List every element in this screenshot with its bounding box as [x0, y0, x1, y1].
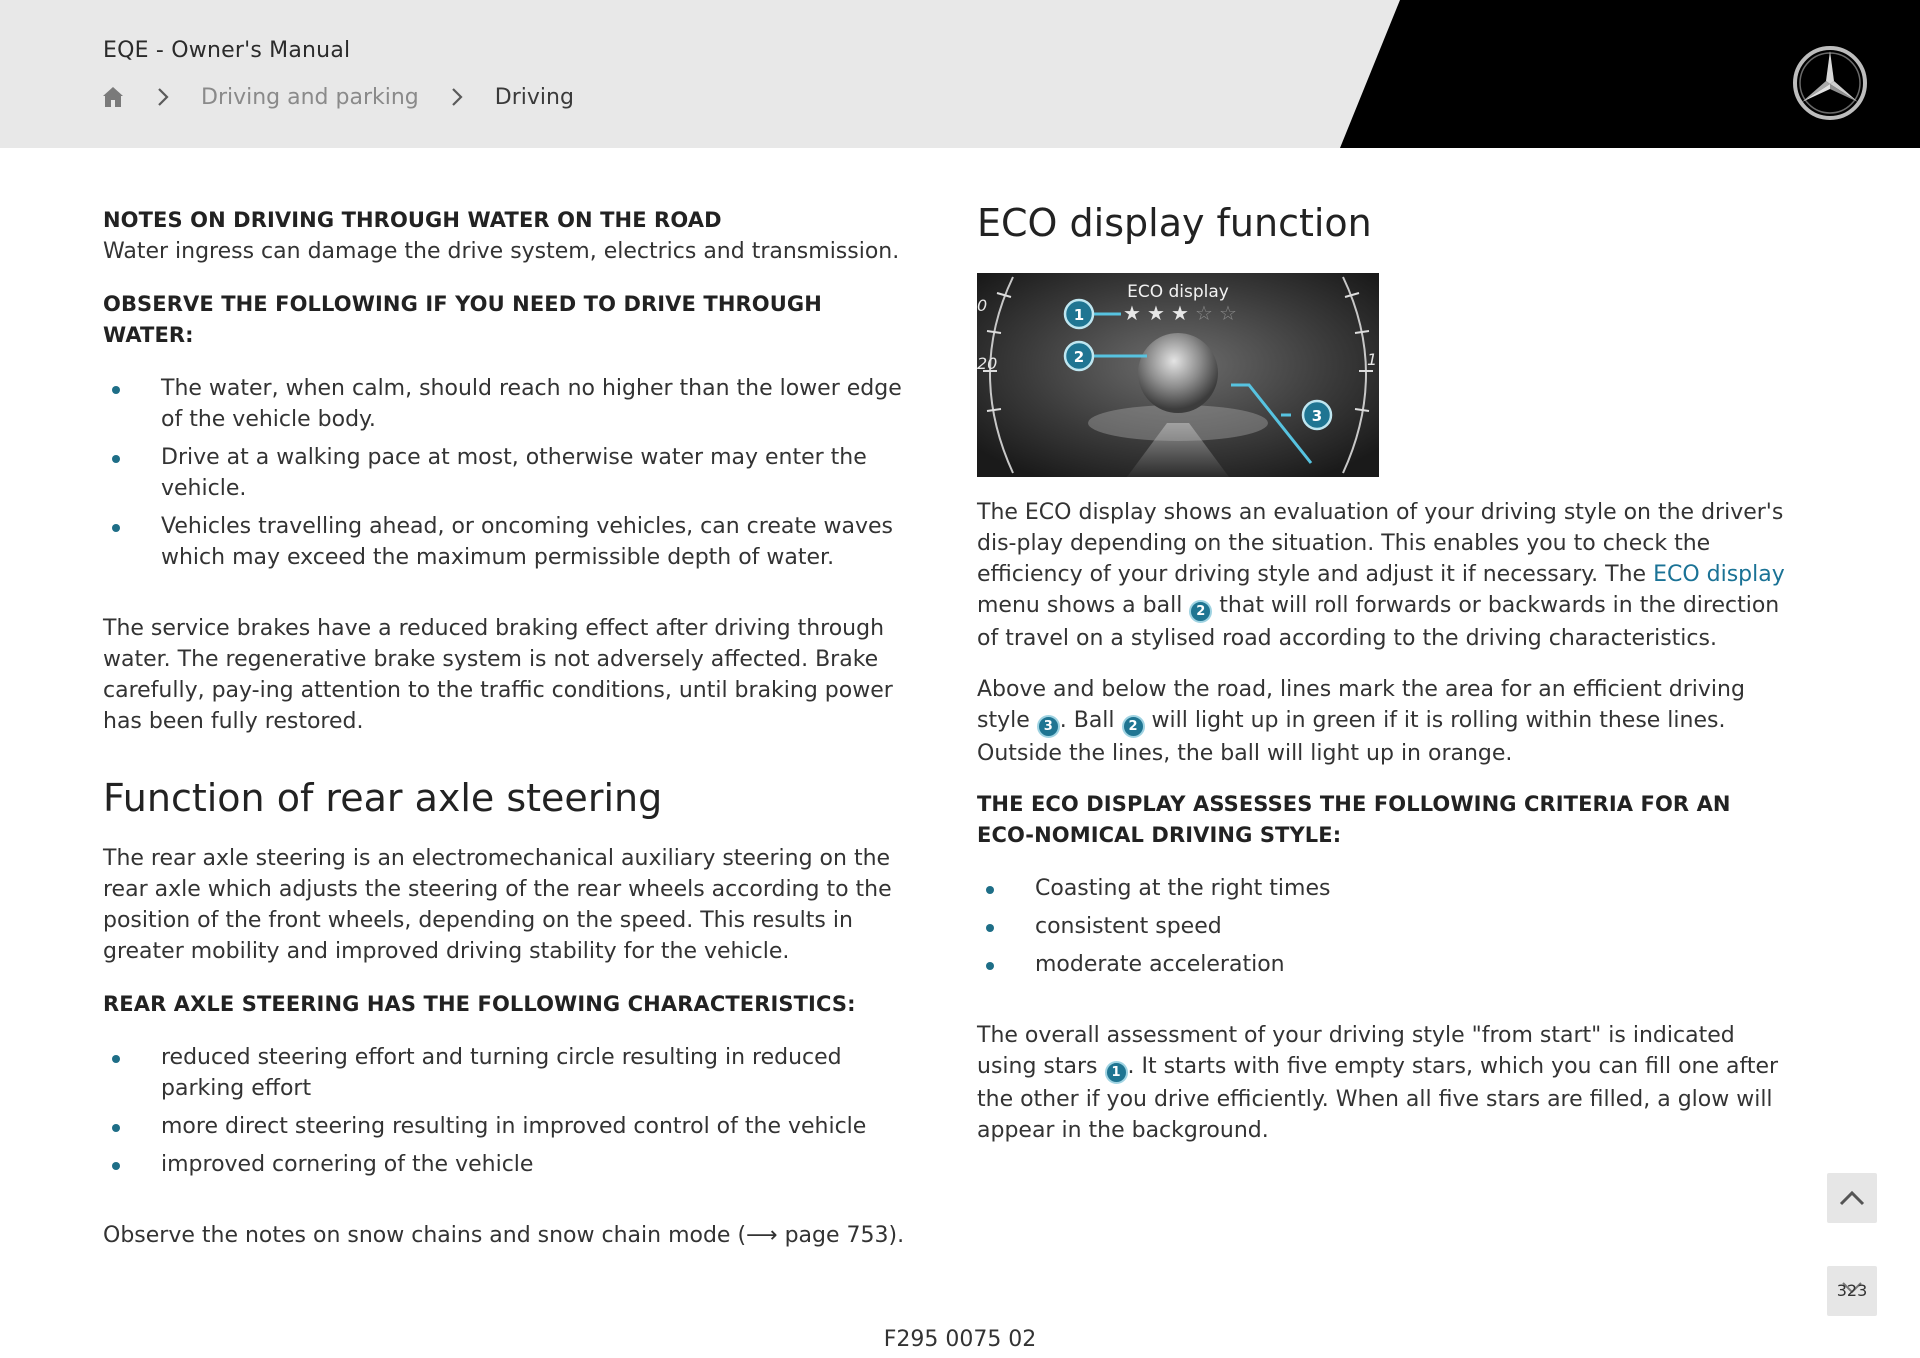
- eco-criteria-heading: THE ECO DISPLAY ASSESSES THE FOLLOWING CRITERIA FOR AN ECO-NOMICAL DRIVING STYLE:: [977, 792, 1731, 847]
- callout-1: [1065, 300, 1093, 328]
- svg-text:☆: ☆: [1195, 301, 1213, 325]
- svg-text:2: 2: [1073, 348, 1085, 366]
- water-bullet-list: [103, 373, 913, 573]
- page-header: [0, 0, 1920, 148]
- breadcrumb-driving-and-parking[interactable]: Driving and parking: [201, 84, 419, 110]
- left-column: [103, 205, 913, 1251]
- svg-text:1: 1: [1367, 350, 1378, 369]
- mercedes-star-icon: [1792, 45, 1868, 121]
- svg-text:0: 0: [977, 296, 988, 315]
- breadcrumb: [101, 80, 574, 114]
- callout-badge-3: 3: [1037, 715, 1060, 738]
- list-item: consistent speed: [977, 911, 1792, 942]
- rear-axle-characteristics-heading: REAR AXLE STEERING HAS THE FOLLOWING CHARACTERISTICS:: [103, 992, 856, 1016]
- home-icon[interactable]: [101, 85, 125, 109]
- eco-display-screen-label: ECO display: [1127, 282, 1229, 302]
- eco-display-title: ECO display function: [977, 201, 1372, 245]
- brakes-text: The service brakes have a reduced braking effect after driving through water. The regenerative brake system is not adversely affected. Brake carefully, pay-ing attention to the traffic conditions, until braking power has been fully restored.: [103, 616, 893, 734]
- observe-heading: OBSERVE THE FOLLOWING IF YOU NEED TO DRIVE THROUGH WATER:: [103, 292, 822, 347]
- snow-chains-note: Observe the notes on snow chains and snow chain mode (⟶ page 753).: [103, 1223, 905, 1248]
- list-item: Drive at a walking pace at most, otherwise water may enter the vehicle.: [103, 442, 913, 504]
- eco-display-menu-link[interactable]: ECO display: [1653, 562, 1785, 587]
- chevron-right-icon: [151, 85, 175, 109]
- svg-text:★: ★: [1171, 301, 1189, 325]
- list-item: The water, when calm, should reach no higher than the lower edge of the vehicle body.: [103, 373, 913, 435]
- rear-axle-text: The rear axle steering is an electromechanical auxiliary steering on the rear axle which adjusts the steering of the rear wheels according to the position of the front wheels, depending on the speed. This results in greater mobility and improved driving stability for the vehicle.: [103, 846, 892, 964]
- eco-stars-description: The overall assessment of your driving style "from start" is indicated using stars 1 . It starts with five empty stars, which you can fill one after the other if you drive efficiently. When all five stars are filled, a glow will appear in the background.: [977, 1023, 1779, 1143]
- list-item: more direct steering resulting in improved control of the vehicle: [103, 1111, 913, 1142]
- rating-stars: [1123, 301, 1237, 325]
- page-number: 323: [1836, 1281, 1868, 1300]
- page-number-button[interactable]: [1827, 1266, 1877, 1316]
- callout-badge-2: 2: [1122, 715, 1145, 738]
- list-item: Vehicles travelling ahead, or oncoming vehicles, can create waves which may exceed the maximum permissible depth of water.: [103, 511, 913, 573]
- svg-text:☆: ☆: [1219, 301, 1237, 325]
- list-item: Coasting at the right times: [977, 873, 1792, 904]
- rear-axle-bullet-list: [103, 1042, 913, 1180]
- chevron-up-icon: [1827, 1173, 1877, 1223]
- callout-badge-2: 2: [1189, 600, 1212, 623]
- eco-criteria-list: [977, 873, 1792, 980]
- eco-display-description: The ECO display shows an evaluation of your driving style on the driver's dis-play depending on the situation. This enables you to check the efficiency of your driving style and adjust it if necessary. The ECO display menu shows a ball 2 that will roll forwards or backwards in the direction of travel on a stylised road according to the driving characteristics.: [977, 500, 1785, 651]
- list-item: moderate acceleration: [977, 949, 1792, 980]
- document-title: EQE - Owner's Manual: [103, 38, 351, 63]
- chevron-right-icon: [445, 85, 469, 109]
- water-ingress-text: Water ingress can damage the drive system, electrics and transmission.: [103, 239, 900, 264]
- eco-display-figure: [977, 273, 1379, 477]
- list-item: improved cornering of the vehicle: [103, 1149, 913, 1180]
- scroll-to-top-button[interactable]: [1827, 1173, 1877, 1223]
- water-notes-heading: NOTES ON DRIVING THROUGH WATER ON THE ROAD: [103, 208, 722, 232]
- svg-text:1: 1: [1073, 306, 1085, 324]
- arrow-right-icon: ⟶: [746, 1223, 778, 1248]
- svg-text:★: ★: [1123, 301, 1141, 325]
- eco-lines-description: Above and below the road, lines mark the area for an efficient driving style 3 . Ball 2 will light up in green if it is rolling within these lines. Outside the lines, the ball will light up in orange.: [977, 677, 1745, 766]
- svg-text:★: ★: [1147, 301, 1165, 325]
- footer-document-code: F295 0075 02: [883, 1327, 1037, 1352]
- list-item: reduced steering effort and turning circle resulting in reduced parking effort: [103, 1042, 913, 1104]
- callout-badge-1: 1: [1105, 1061, 1128, 1084]
- callout-2: [1065, 342, 1093, 370]
- right-column: [977, 200, 1792, 1146]
- page-reference-link[interactable]: page 753).: [777, 1223, 905, 1248]
- rear-axle-title: Function of rear axle steering: [103, 776, 663, 820]
- svg-text:3: 3: [1311, 407, 1323, 425]
- breadcrumb-driving: Driving: [494, 84, 574, 110]
- callout-3: [1303, 401, 1331, 429]
- svg-text:20: 20: [977, 354, 998, 373]
